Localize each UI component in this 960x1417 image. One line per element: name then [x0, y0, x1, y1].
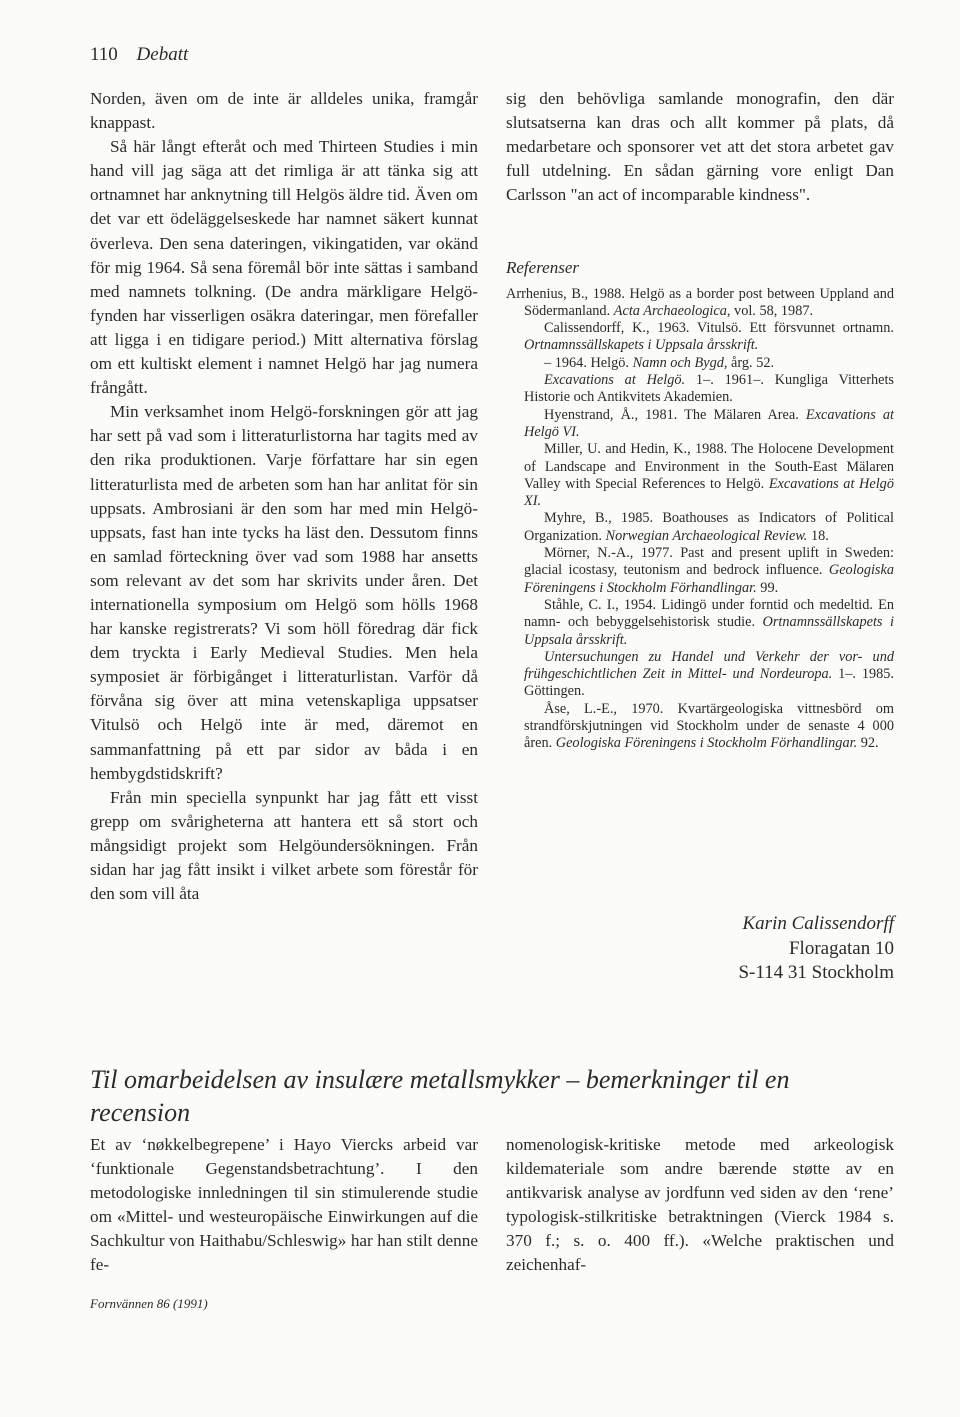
reference-details: 92.	[857, 735, 879, 752]
reference-title: Excavations at Helgö XI.	[524, 475, 894, 510]
reference-text: Myhre, B., 1985. Boathouses as Indicators of Political Organization.	[524, 510, 894, 544]
reference-item	[506, 597, 894, 649]
reference-text: Calissendorff, K., 1963. Vitulsö. Ett försvunnet ortnamn.	[544, 320, 894, 337]
reference-details: vol. 58, 1987.	[730, 302, 814, 319]
reference-details: årg. 52.	[727, 354, 775, 371]
reference-text: Hyenstrand, Å., 1981. The Mälaren Area.	[544, 406, 806, 423]
reference-text: Miller, U. and Hedin, K., 1988. The Holocene Development of Landscape and Environment in the South-East Mälaren Valley with Special References to Helgö.	[524, 441, 894, 492]
right-column	[506, 87, 894, 753]
reference-title: Untersuchungen zu Handel und Verkehr der vor- und frühgeschichtlichen Zeit in Mittel- und Nordeuropa.	[524, 648, 894, 683]
article-title: Til omarbeidelsen av insulære metallsmykker – bemerkninger til en recension	[90, 1065, 790, 1127]
reference-item	[506, 649, 894, 701]
reference-item	[506, 355, 894, 372]
paragraph: Et av ‘nøkkelbegrepene’ i Hayo Viercks arbeid var ‘funktionale Gegenstandsbetrachtung’. I den metodologiske innledningen til sin stimulerende studie om «Mittel- und westeuropäische Einwirkungen auf die Sachkultur von Haithabu/Schleswig» har han stilt denne fe-	[90, 1135, 478, 1275]
page-header	[90, 44, 188, 66]
left-column	[90, 87, 478, 906]
reference-item	[506, 407, 894, 442]
reference-item	[506, 320, 894, 355]
reference-text: Mörner, N.-A., 1977. Past and present uplift in Sweden: glacial icostasy, teutonism and bedrock influence.	[524, 545, 894, 579]
reference-item	[506, 545, 894, 597]
references-heading: Referenser	[506, 258, 580, 278]
reference-text: Åse, L.-E., 1970. Kvartärgeologiska vittnesbörd om strandförskjutningen vid Stockholm under de senaste 4 000 åren.	[524, 700, 894, 752]
article-right-column	[506, 1133, 894, 1278]
author-street: Floragatan 10	[788, 937, 894, 959]
reference-title: Geologiska Föreningens i Stockholm Förhandlingar.	[555, 735, 858, 752]
reference-item	[506, 510, 894, 545]
reference-title: Geologiska Föreningens i Stockholm Förhandlingar.	[524, 562, 894, 596]
reference-details: 99.	[756, 579, 779, 596]
footer-journal: Fornvännen 86 (1991)	[90, 1296, 208, 1311]
paragraph: sig den behövliga samlande monografin, den där slutsatserna kan dras och allt kommer på plats, då medarbetare och sponsorer vet att det stora arbetet gav full utdelning. En sådan gärning vore enligt Dan Carlsson "an act of incomparable kindness".	[506, 89, 894, 205]
reference-details: 1–. 1985. Göttingen.	[524, 666, 894, 700]
reference-title: Acta Archaeologica,	[613, 302, 731, 319]
section-title: Debatt	[136, 44, 189, 65]
reference-title: Namn och Bygd,	[632, 354, 728, 371]
references-list	[506, 286, 894, 753]
paragraph: nomenologisk-kritiske metode med arkeologisk kildemateriale som andre bærende støtte av en antikvarisk analyse av jordfunn ved siden av den ‘rene’ typologisk-stilkritiske betraktningen (Vierck 1984 s. 370 f.; s. o. 400 ff.). «Welche praktischen und zeichenhaf-	[506, 1135, 894, 1275]
paragraph: Norden, även om de inte är alldeles unika, framgår knappast.	[90, 89, 478, 133]
page-number: 110	[90, 44, 118, 65]
reference-text: Arrhenius, B., 1988. Helgö as a border post between Uppland and Södermanland.	[506, 285, 894, 319]
author-city: S-114 31 Stockholm	[738, 962, 894, 983]
author-name: Karin Calissendorff	[742, 913, 894, 934]
reference-item	[506, 286, 894, 321]
reference-title: Ortnamnssällskapets i Uppsala årsskrift.	[524, 614, 894, 648]
reference-details: 1–. 1961–. Kungliga Vitterhets Historie och Antikvitets Akademien.	[524, 372, 894, 406]
reference-title: Ortnamnssällskapets i Uppsala årsskrift.	[524, 337, 759, 354]
reference-title: Excavations at Helgö VI.	[524, 406, 894, 440]
reference-title: Excavations at Helgö.	[544, 372, 686, 389]
reference-item	[506, 701, 894, 753]
reference-details: 18.	[807, 527, 829, 544]
reference-text: – 1964. Helgö.	[544, 354, 633, 371]
signature-block	[738, 912, 894, 986]
paragraph: Från min speciella synpunkt har jag fått ett visst grepp om svårigheterna att hantera ett så stort och mångsidigt projekt som Helgöundersökningen. Från sidan har jag fått insikt i vilket arbete som förestår för den som vill åta	[90, 787, 478, 904]
reference-text: Ståhle, C. I., 1954. Lidingö under forntid och medeltid. En namn- och bebyggelsehistorisk studie.	[524, 596, 894, 631]
reference-title: Norwegian Archaeological Review.	[605, 527, 808, 544]
reference-item	[506, 441, 894, 510]
reference-item	[506, 372, 894, 407]
paragraph: Min verksamhet inom Helgö-forskningen gör att jag har sett på vad som i litteraturlistorna har tagits med av den rika produktionen. Varje författare har sin egen litteraturlista med de arbeten som han har anlitat för sin uppsats. Ambrosiani är den som har med min Helgö-uppsats, fast han inte tycks ha läst den. Dessutom finns en samlad förteckning över vad som 1988 har ansetts som relevant av det som har skrivits under åren. Det internationella symposium om Helgö som hölls 1968 har kanske registrerats? Vi som höll föredrag där fick dem tryckta i Early Medieval Studies. Men hela symposiet är förbigånget i litteraturlistan. Varför då förvåna sig över att mina vetenskapliga uppsatser Vitulsö och Helgö inte är med, däremot en sammanfattning på ett par sidor av båda i en hembygdstidskrift?	[90, 402, 478, 783]
article-left-column	[90, 1133, 478, 1278]
paragraph: Så här långt efteråt och med Thirteen Studies i min hand vill jag säga att det rimliga är att tänka sig att ortnamnet har anknytning till Helgös äldre tid. Även om det var ett ödeläggelseskede har namnet säkert kunnat överleva. Den sena dateringen, vikingatiden, var okänd för mig 1964. Så sena föremål bör inte sättas i samband med namnets tolkning. (De andra märkligare Helgö-fynden har visserligen osäkra dateringar, men förefaller att ligga i en tidigare period.) Mitt alternativa förslag om ett kultiskt element i namnet Helgö har jag numera frångått.	[90, 137, 478, 398]
